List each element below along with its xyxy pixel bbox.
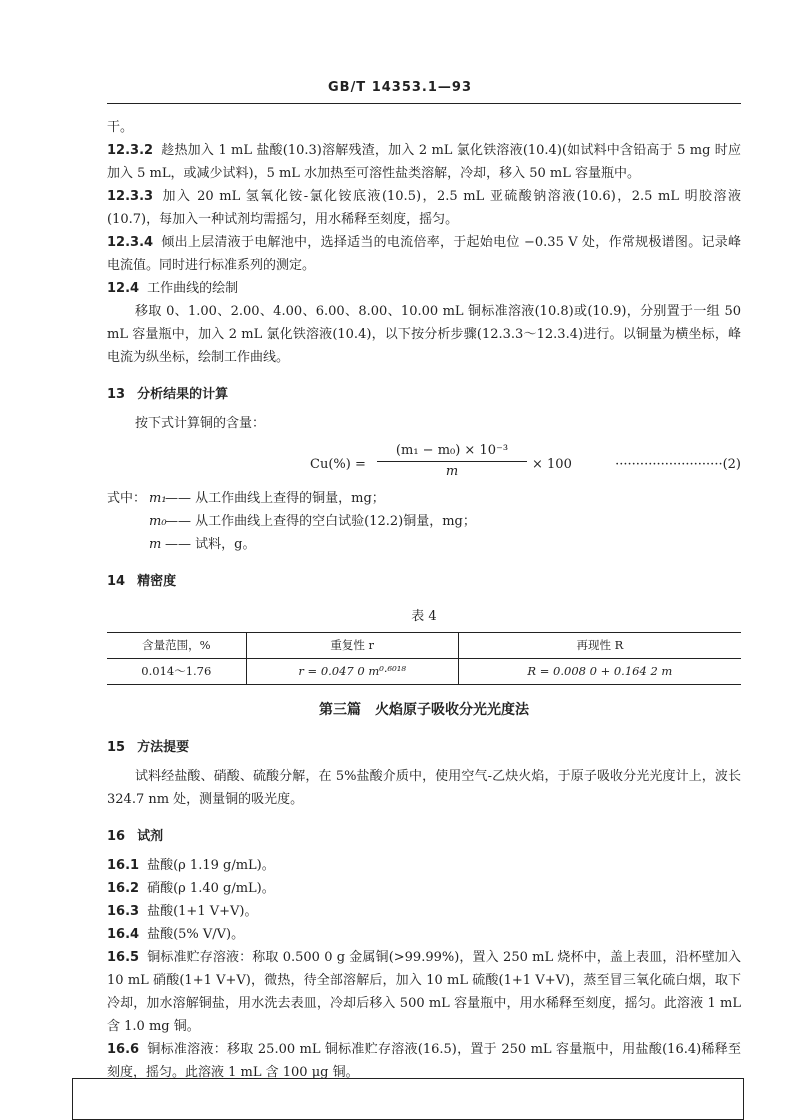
section-13-heading <box>107 383 741 406</box>
def-text: —— 从工作曲线上查得的空白试验(12.2)铜量，mg； <box>165 514 476 529</box>
clause-title: 工作曲线的绘制 <box>147 281 239 296</box>
section-number: 14 <box>107 574 126 589</box>
table-header-row <box>107 633 741 659</box>
reagent-item <box>107 923 741 946</box>
section-15-heading <box>107 736 741 759</box>
formula-rhs: × 100 <box>532 457 572 472</box>
clause-number: 16.1 <box>107 858 140 873</box>
table-cell: R = 0.008 0 + 0.164 2 m <box>458 659 741 685</box>
part-three-title: 第三篇 火焰原子吸收分光光度法 <box>319 702 529 718</box>
formula-intro: 按下式计算铜的含量： <box>135 416 266 431</box>
section-14-heading <box>107 570 741 593</box>
section-number: 15 <box>107 740 126 755</box>
clause-12-4 <box>107 277 741 300</box>
table-header-cell: 再现性 R <box>458 633 741 659</box>
clause-number: 16.4 <box>107 927 140 942</box>
definition-row <box>107 533 741 556</box>
clause-text: 加入 20 mL 氢氧化铵-氯化铵底液(10.5)，2.5 mL 亚硫酸钠溶液(10.6)，2.5 mL 明胶溶液(10.7)，每加入一种试剂均需摇匀，用水稀释至刻度，摇匀。 <box>107 189 741 227</box>
def-symbol: m₁ <box>149 491 167 506</box>
header-rule <box>107 103 741 104</box>
precision-table <box>107 632 741 685</box>
def-text: —— 从工作曲线上查得的铜量，mg； <box>165 491 385 506</box>
def-symbol: m <box>149 537 162 552</box>
clause-number: 16.5 <box>107 950 140 965</box>
reagent-item <box>107 900 741 923</box>
section-15-body: 试料经盐酸、硝酸、硫酸分解，在 5%盐酸介质中，使用空气-乙炔火焰，于原子吸收分光光度计上，波长 324.7 nm 处，测量铜的吸光度。 <box>107 769 741 807</box>
clause-number: 16.6 <box>107 1042 140 1057</box>
formula-tag: ··························(2) <box>615 457 741 472</box>
formula-2 <box>107 441 741 487</box>
clause-text: 盐酸(1+1 V+V)。 <box>147 904 258 919</box>
reagent-item <box>107 877 741 900</box>
formula-numerator: (m₁ − m₀) × 10⁻³ <box>377 441 527 462</box>
clause-text: 铜标准贮存溶液：称取 0.500 0 g 金属铜(>99.99%)，置入 250 mL 烧杯中，盖上表皿，沿杯壁加入 10 mL 硝酸(1+1 V+V)，微热，待全部溶解后，加入 10 mL 硫酸(1+1 V+V)，蒸至冒三氧化硫白烟，取下冷却，加水溶解铜盐，用水洗去表皿，冷却后移入 500 mL 容量瓶中，用水稀释至刻度，摇匀。此溶液 1 mL 含 1.0 mg 铜。 <box>107 950 741 1034</box>
table-cell: r = 0.047 0 m⁰·⁶⁰¹⁸ <box>246 659 458 685</box>
def-text: —— 试料，g。 <box>165 537 256 552</box>
clause-text: 硝酸(ρ 1.40 g/mL)。 <box>147 881 275 896</box>
bottom-frame <box>72 1078 744 1120</box>
where-line <box>107 487 741 510</box>
table-row <box>107 659 741 685</box>
table-header-cell: 重复性 r <box>246 633 458 659</box>
clause-text: 倾出上层清液于电解池中，选择适当的电流倍率，于起始电位 −0.35 V 处，作常规极谱图。记录峰电流值。同时进行标准系列的测定。 <box>107 235 741 273</box>
section-title: 精密度 <box>137 574 177 589</box>
section-16-heading <box>107 825 741 848</box>
section-number: 16 <box>107 829 126 844</box>
table-caption: 表 4 <box>411 609 437 624</box>
clause-12-3-4 <box>107 231 741 277</box>
formula-lhs: Cu(%) = <box>310 457 366 472</box>
continuation-text: 干。 <box>107 120 134 135</box>
section-title: 方法提要 <box>137 740 190 755</box>
clause-number: 12.4 <box>107 281 140 296</box>
clause-number: 16.2 <box>107 881 140 896</box>
clause-12-4-body: 移取 0、1.00、2.00、4.00、6.00、8.00、10.00 mL 铜标准溶液(10.8)或(10.9)，分别置于一组 50 mL 容量瓶中，加入 2 mL 氯化铁溶液(10.4)，以下按分析步骤(12.3.3～12.3.4)进行。以铜量为横坐标，峰电流为纵坐标，绘制工作曲线。 <box>107 304 741 365</box>
table-header-cell: 含量范围，% <box>107 633 246 659</box>
section-number: 13 <box>107 387 126 402</box>
clause-number: 16.3 <box>107 904 140 919</box>
page-content <box>107 116 741 1084</box>
reagent-item <box>107 946 741 1038</box>
reagent-item <box>107 854 741 877</box>
formula-denominator: m <box>445 464 459 479</box>
clause-12-3-2 <box>107 139 741 185</box>
clause-text: 盐酸(5% V/V)。 <box>147 927 245 942</box>
clause-number: 12.3.2 <box>107 143 154 158</box>
section-title: 试剂 <box>137 829 164 844</box>
formula-fraction <box>377 441 527 482</box>
clause-12-3-3 <box>107 185 741 231</box>
page-header: GB/T 14353.1—93 <box>327 80 473 95</box>
clause-number: 12.3.3 <box>107 189 154 204</box>
definition-row <box>107 510 741 533</box>
def-symbol: m₀ <box>149 514 167 529</box>
clause-text: 趁热加入 1 mL 盐酸(10.3)溶解残渣，加入 2 mL 氯化铁溶液(10.4)(如试料中含铅高于 5 mg 时应加入 5 mL，或减少试料)，5 mL 水加热至可溶性盐类溶解，冷却，移入 50 mL 容量瓶中。 <box>107 143 741 181</box>
section-title: 分析结果的计算 <box>137 387 229 402</box>
clause-number: 12.3.4 <box>107 235 154 250</box>
table-cell: 0.014～1.76 <box>107 659 246 685</box>
where-label: 式中： <box>107 491 147 506</box>
clause-text: 盐酸(ρ 1.19 g/mL)。 <box>147 858 275 873</box>
clause-text: 铜标准溶液：移取 25.00 mL 铜标准贮存溶液(16.5)，置于 250 mL 容量瓶中，用盐酸(16.4)稀释至刻度，摇匀。此溶液 1 mL 含 100 μg 铜。 <box>107 1042 741 1080</box>
